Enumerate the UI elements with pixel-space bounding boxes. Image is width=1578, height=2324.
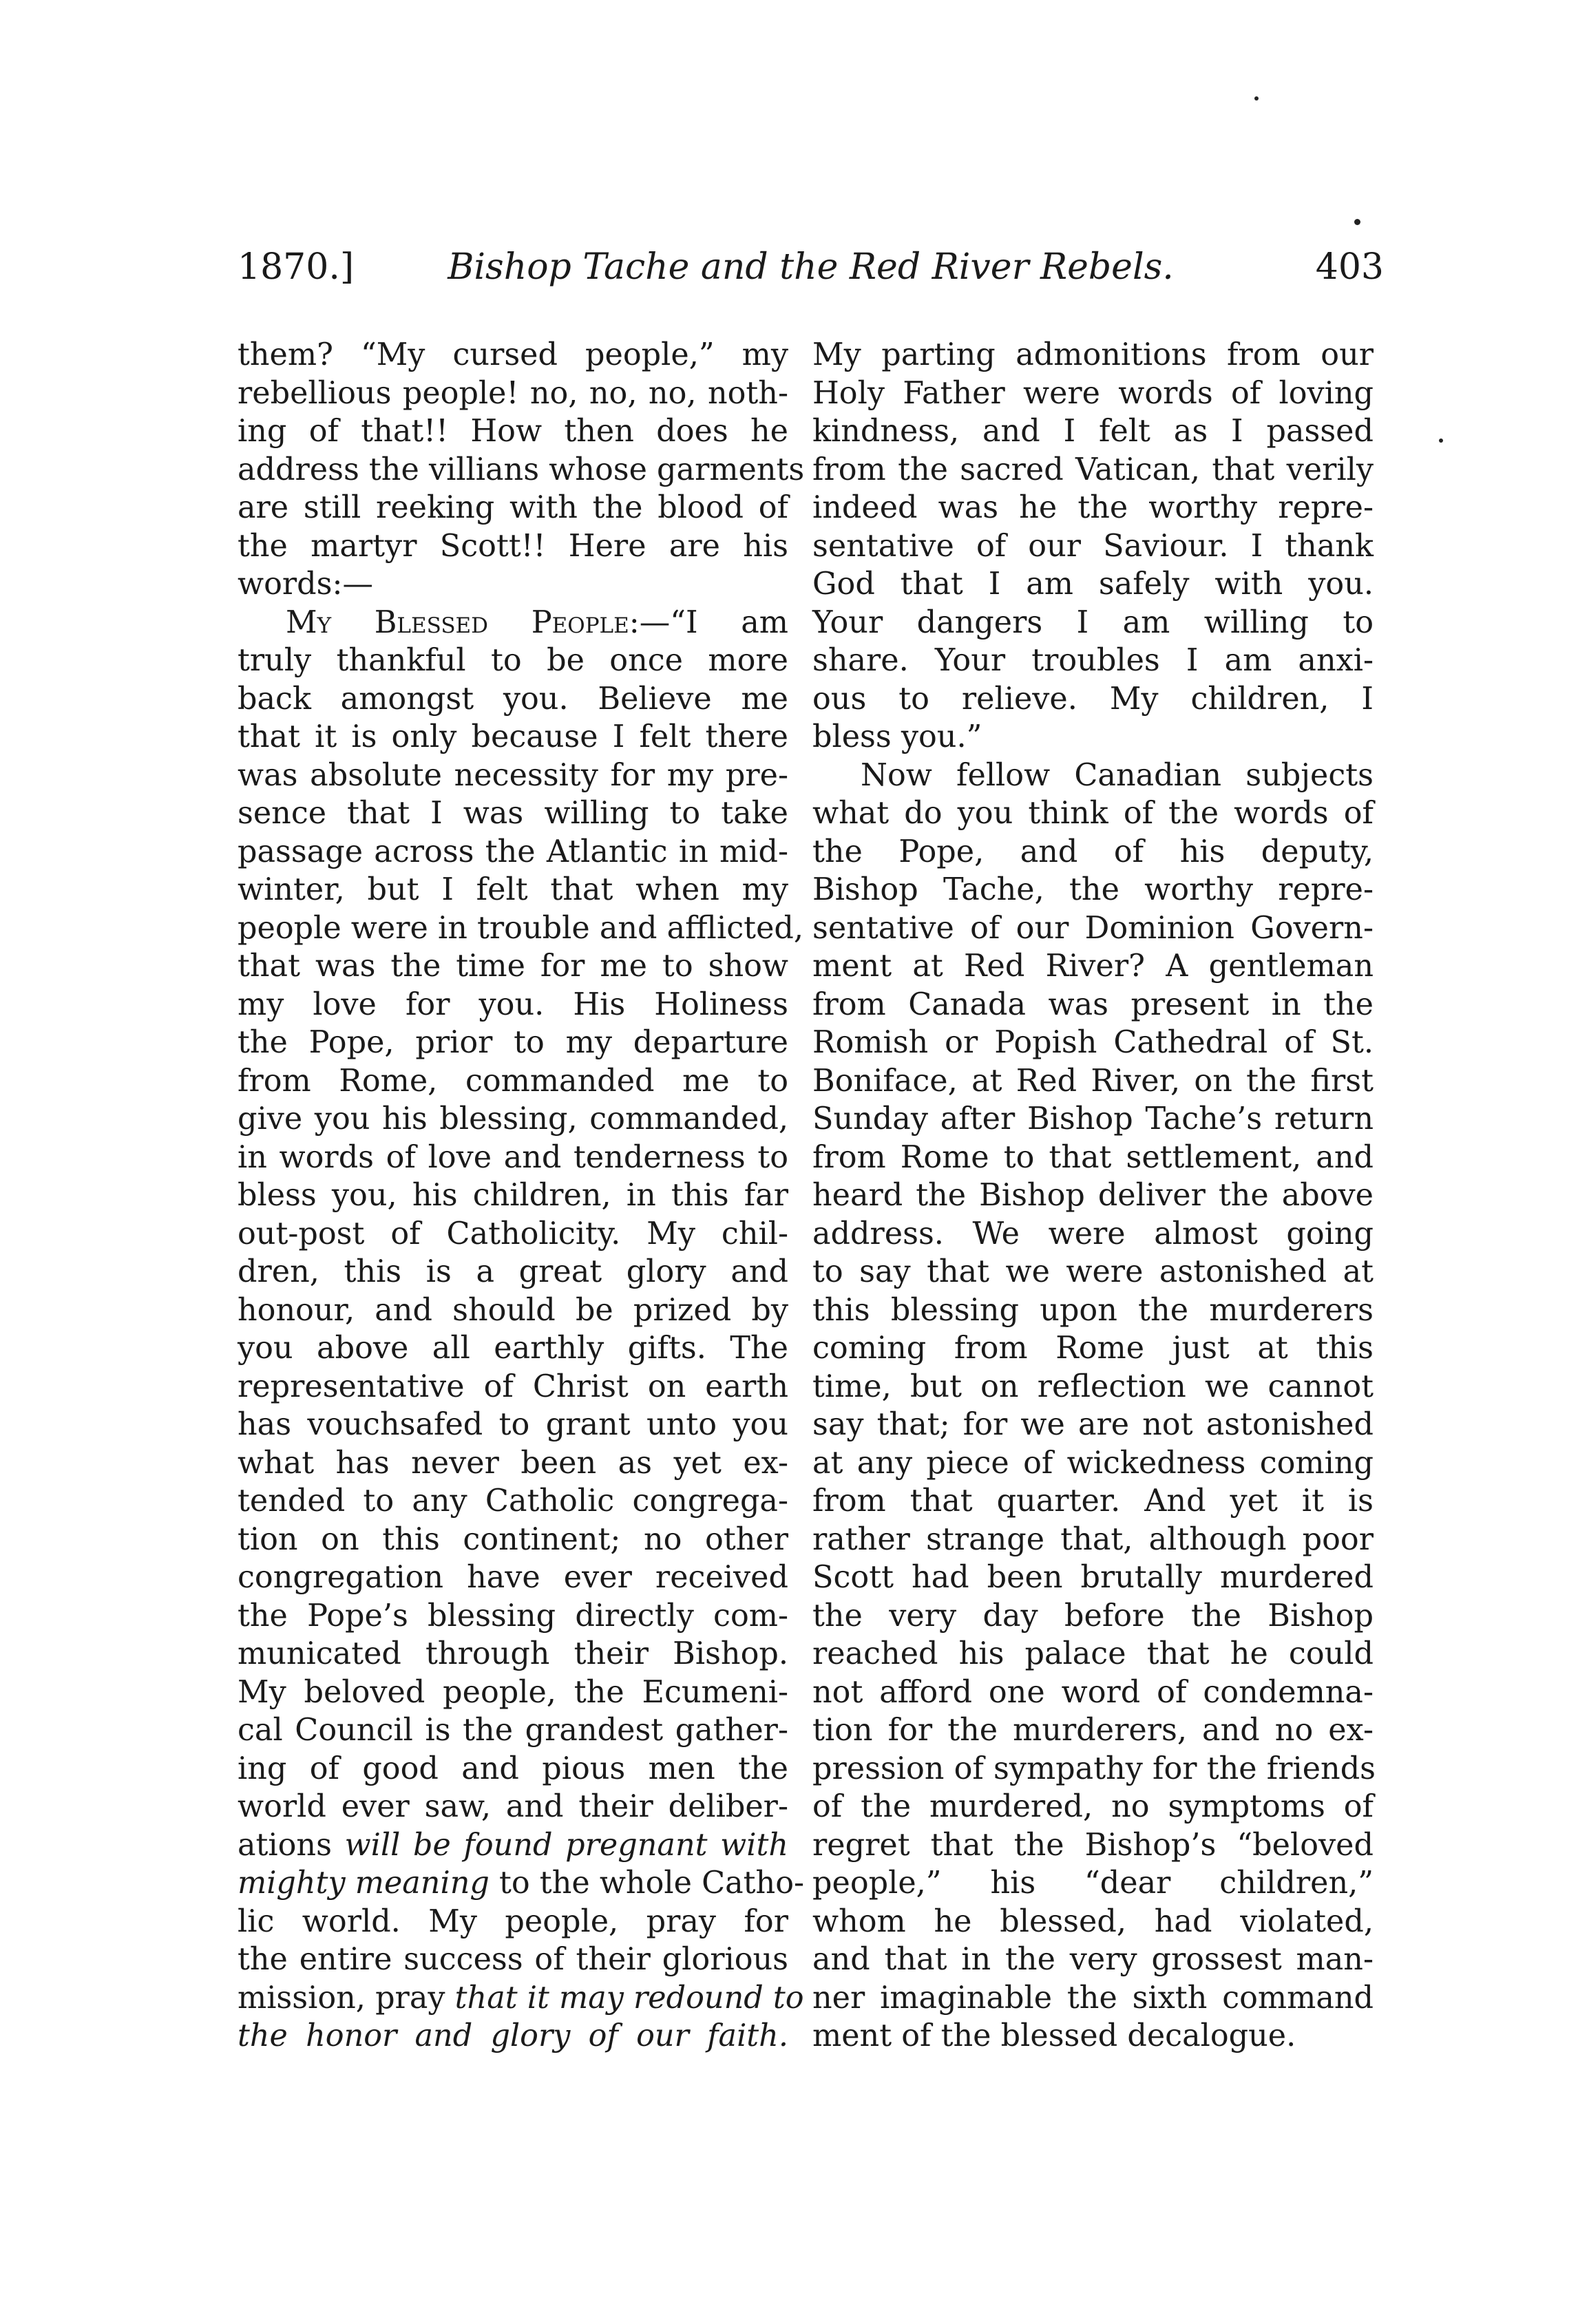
- line-text: rather strange that, although poor: [812, 1521, 1374, 1557]
- line-text: sence that I was willing to take: [238, 796, 788, 831]
- line-text: and that in the very grossest man-: [812, 1942, 1374, 1977]
- line-text: passage across the Atlantic in mid-: [238, 834, 788, 869]
- line-text: ment at Red River? A gentleman: [812, 949, 1374, 984]
- text-line: [812, 2017, 1374, 2056]
- line-text: My beloved people, the Ecumeni-: [238, 1674, 788, 1710]
- line-text: say that; for we are not astonished: [812, 1407, 1374, 1442]
- text-line: [238, 604, 788, 642]
- line-text: Sunday after Bishop Tache’s return: [812, 1101, 1374, 1137]
- running-header: [238, 246, 1384, 302]
- text-line: [812, 947, 1374, 986]
- text-line: [238, 1368, 788, 1406]
- line-text: rebellious people! no, no, no, noth-: [238, 375, 788, 411]
- line-text: share. Your troubles I am anxi-: [812, 643, 1374, 678]
- line-text: Now fellow Canadian subjects: [861, 757, 1374, 793]
- line-text: Romish or Popish Cathedral of St.: [812, 1025, 1374, 1060]
- line-text: the entire success of their glorious: [238, 1942, 788, 1977]
- text-line: [238, 565, 788, 604]
- line-text: My parting admonitions from our: [812, 337, 1374, 372]
- line-text: bless you.”: [812, 719, 982, 754]
- text-line: [812, 1635, 1374, 1673]
- line-text: winter, but I felt that when my: [238, 872, 788, 907]
- line-text: Scott had been brutally murdered: [812, 1560, 1374, 1595]
- line-text: kindness, and I felt as I passed: [812, 414, 1374, 449]
- line-text: “I am: [670, 604, 788, 640]
- italic-text: that it may redound to: [454, 1980, 804, 2016]
- line-text: was absolute necessity for my pre-: [238, 757, 788, 793]
- line-text: in words of love and tenderness to: [238, 1139, 788, 1175]
- line-text: tion on this continent; no other: [238, 1521, 788, 1557]
- text-line: [812, 1215, 1374, 1254]
- line-text: that was the time for me to show: [238, 949, 788, 984]
- line-text: not afford one word of condemna-: [812, 1674, 1374, 1710]
- line-text: the Pope’s blessing directly com-: [238, 1598, 788, 1634]
- line-text: ations: [238, 1827, 345, 1863]
- text-line: [238, 1329, 788, 1368]
- line-text: the very day before the Bishop: [812, 1598, 1374, 1634]
- line-text: the martyr Scott!! Here are his: [238, 528, 788, 564]
- line-text: give you his blessing, commanded,: [238, 1101, 788, 1137]
- text-line: [238, 1406, 788, 1444]
- line-text: pression of sympathy for the friends: [812, 1751, 1376, 1786]
- line-text: congregation have ever received: [238, 1560, 788, 1595]
- text-line: [238, 489, 788, 527]
- line-text: ing of that!! How then does he: [238, 414, 788, 449]
- text-line: [238, 1444, 788, 1483]
- line-text: address the villians whose garments: [238, 452, 805, 487]
- line-text: tion for the murderers, and no ex-: [812, 1713, 1374, 1748]
- text-line: [238, 1176, 788, 1215]
- text-line: [238, 1979, 804, 2018]
- speck: [1354, 219, 1360, 225]
- line-text: sentative of our Saviour. I thank: [812, 528, 1374, 564]
- line-text: from Canada was present in the: [812, 986, 1374, 1022]
- line-text: ing of good and pious men the: [238, 1751, 788, 1786]
- line-text: mission, pray: [238, 1980, 455, 2016]
- text-line: [812, 604, 1374, 642]
- text-line: [238, 718, 788, 757]
- left-column: [238, 336, 805, 2056]
- text-line: [238, 1635, 788, 1673]
- line-text: lic world. My people, pray for: [238, 1903, 788, 1939]
- text-line: [238, 871, 788, 909]
- text-line: [238, 1597, 788, 1636]
- line-text: the Pope, and of his deputy,: [812, 834, 1374, 869]
- line-text: God that I am safely with you.: [812, 567, 1374, 602]
- line-text: reached his palace that he could: [812, 1636, 1374, 1671]
- line-text: from the sacred Vatican, that verily: [812, 452, 1374, 487]
- text-line: [238, 1291, 788, 1330]
- line-text: ment of the blessed decalogue.: [812, 2018, 1296, 2053]
- speck: [1439, 439, 1443, 443]
- text-line: [238, 1139, 788, 1177]
- line-text: out-post of Catholicity. My chil-: [238, 1216, 788, 1251]
- text-line: [812, 1444, 1374, 1483]
- text-line: [238, 1903, 788, 1941]
- text-line: [238, 1215, 788, 1254]
- text-line: [812, 1826, 1374, 1865]
- text-line: [812, 1711, 1374, 1750]
- header-title: Bishop Tache and the Red River Rebels.: [448, 246, 1174, 288]
- line-text: from Rome, commanded me to: [238, 1063, 788, 1099]
- text-line: [238, 2017, 788, 2056]
- text-line: [812, 1329, 1374, 1368]
- line-text: words:—: [238, 567, 373, 602]
- text-line: [238, 1482, 788, 1521]
- text-line: [812, 412, 1374, 451]
- header-year: 1870.]: [238, 246, 355, 288]
- text-line: [812, 757, 1374, 795]
- line-text: you above all earthly gifts. The: [238, 1331, 788, 1366]
- text-line: [238, 412, 788, 451]
- line-text: municated through their Bishop.: [238, 1636, 788, 1671]
- line-text: has vouchsafed to grant unto you: [238, 1407, 788, 1442]
- text-line: [812, 1062, 1374, 1101]
- text-line: [812, 489, 1374, 527]
- text-line: [238, 1521, 788, 1559]
- page-number: 403: [1315, 246, 1384, 288]
- text-line: [238, 527, 788, 566]
- text-line: [238, 1673, 788, 1712]
- text-line: [812, 1521, 1374, 1559]
- text-line: [812, 833, 1374, 872]
- line-text: what do you think of the words of: [812, 796, 1374, 831]
- text-line: [812, 565, 1374, 604]
- text-line: [238, 1711, 788, 1750]
- text-line: [238, 642, 788, 680]
- line-text: sentative of our Dominion Govern-: [812, 910, 1374, 946]
- text-line: [238, 986, 788, 1024]
- text-line: [238, 374, 788, 413]
- text-line: [238, 336, 788, 374]
- speck: [1254, 96, 1259, 101]
- text-line: [812, 1788, 1374, 1826]
- text-line: [238, 1253, 788, 1291]
- line-text: of the murdered, no symptoms of: [812, 1789, 1374, 1824]
- line-text: back amongst you. Believe me: [238, 681, 788, 717]
- text-line: [812, 374, 1374, 413]
- line-text: heard the Bishop deliver the above: [812, 1178, 1374, 1213]
- line-text: honour, and should be prized by: [238, 1292, 788, 1328]
- line-text: coming from Rome just at this: [812, 1331, 1374, 1366]
- text-line: [812, 680, 1374, 719]
- text-line: [812, 718, 1374, 757]
- line-text: people were in trouble and afflicted,: [238, 910, 804, 946]
- text-line: [812, 1291, 1374, 1330]
- line-text: representative of Christ on earth: [238, 1369, 788, 1404]
- line-text: cal Council is the grandest gather-: [238, 1713, 788, 1748]
- line-text: indeed was he the worthy repre-: [812, 490, 1374, 525]
- line-text: them? “My cursed people,” my: [238, 337, 788, 372]
- line-text: regret that the Bishop’s “beloved: [812, 1827, 1374, 1863]
- text-line: [812, 1941, 1374, 1979]
- italic-text: the honor and glory of our faith.: [238, 2018, 788, 2053]
- line-text: world ever saw, and their deliber-: [238, 1789, 788, 1824]
- line-text: to say that we were astonished at: [812, 1254, 1374, 1289]
- right-column: [812, 336, 1374, 2056]
- text-line: [238, 794, 788, 833]
- text-line: [812, 1024, 1374, 1062]
- line-text: what has never been as yet ex-: [238, 1445, 788, 1481]
- line-text: Bishop Tache, the worthy repre-: [812, 872, 1374, 907]
- text-line: [238, 1750, 788, 1788]
- text-line: [812, 1253, 1374, 1291]
- text-line: [238, 1864, 805, 1903]
- text-line: [812, 527, 1374, 566]
- text-line: [812, 986, 1374, 1024]
- text-line: [238, 1062, 788, 1101]
- line-text: ous to relieve. My children, I: [812, 681, 1374, 717]
- line-text: tended to any Catholic congrega-: [238, 1483, 788, 1519]
- text-line: [238, 680, 788, 719]
- line-text: truly thankful to be once more: [238, 643, 788, 678]
- text-line: [238, 1559, 788, 1597]
- line-text: that it is only because I felt there: [238, 719, 788, 754]
- line-text: bless you, his children, in this far: [238, 1178, 788, 1213]
- text-line: [812, 1597, 1374, 1636]
- text-line: [812, 1368, 1374, 1406]
- text-line: [238, 451, 805, 489]
- text-line: [812, 1864, 1374, 1903]
- line-text: Your dangers I am willing to: [812, 604, 1374, 640]
- text-line: [812, 794, 1374, 833]
- text-line: [238, 1788, 788, 1826]
- text-line: [238, 1100, 788, 1139]
- text-line: [812, 909, 1374, 948]
- text-line: [812, 1406, 1374, 1444]
- text-line: [238, 1024, 788, 1062]
- text-line: [812, 451, 1374, 489]
- line-text: the Pope, prior to my departure: [238, 1025, 788, 1060]
- text-line: [812, 642, 1374, 680]
- italic-text: will be found pregnant with: [344, 1827, 788, 1863]
- line-text: Boniface, at Red River, on the first: [812, 1063, 1374, 1099]
- text-line: [238, 909, 804, 948]
- line-text: Holy Father were words of loving: [812, 375, 1374, 411]
- text-line: [812, 1482, 1374, 1521]
- text-line: [812, 1750, 1374, 1788]
- italic-text: mighty meaning: [238, 1866, 490, 1901]
- line-text: my love for you. His Holiness: [238, 986, 788, 1022]
- text-line: [812, 1673, 1374, 1712]
- text-line: [812, 336, 1374, 374]
- line-text: time, but on reflection we cannot: [812, 1369, 1374, 1404]
- text-line: [812, 1979, 1374, 2018]
- line-text: address. We were almost going: [812, 1216, 1374, 1251]
- text-line: [238, 947, 788, 986]
- text-line: [812, 1903, 1374, 1941]
- line-text: from Rome to that settlement, and: [812, 1139, 1374, 1175]
- line-text: are still reeking with the blood of: [238, 490, 788, 525]
- line-text: this blessing upon the murderers: [812, 1292, 1374, 1328]
- text-line: [812, 1139, 1374, 1177]
- text-line: [812, 1100, 1374, 1139]
- text-line: [812, 1559, 1374, 1597]
- line-text: from that quarter. And yet it is: [812, 1483, 1374, 1519]
- text-line: [238, 833, 788, 872]
- line-text: people,” his “dear children,”: [812, 1866, 1374, 1901]
- salutation: My Blessed People:—: [286, 604, 671, 640]
- text-line: [812, 871, 1374, 909]
- text-line: [238, 757, 788, 795]
- line-text: to the whole Catho-: [489, 1866, 805, 1901]
- line-text: dren, this is a great glory and: [238, 1254, 788, 1289]
- text-line: [812, 1176, 1374, 1215]
- line-text: ner imaginable the sixth command: [812, 1980, 1374, 2016]
- text-line: [238, 1826, 788, 1865]
- text-line: [238, 1941, 788, 1979]
- line-text: whom he blessed, had violated,: [812, 1903, 1374, 1939]
- line-text: at any piece of wickedness coming: [812, 1445, 1374, 1481]
